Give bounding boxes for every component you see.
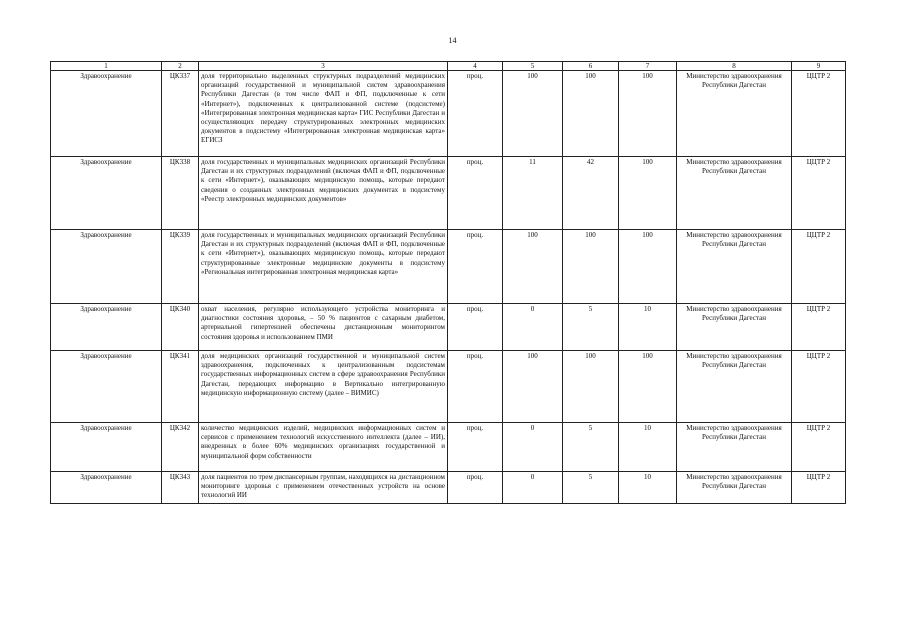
- project-cell: ЦЦТР 2: [792, 230, 846, 304]
- value-cell: 5: [563, 423, 619, 472]
- table-row: [51, 304, 846, 351]
- value-cell: 10: [619, 304, 677, 351]
- value-cell: 5: [563, 472, 619, 504]
- table-row: [51, 423, 846, 472]
- indicator-code-cell: ЦК339: [162, 230, 199, 304]
- page-number: 14: [448, 36, 457, 45]
- value-cell: 100: [619, 157, 677, 230]
- project-cell: ЦЦТР 2: [792, 423, 846, 472]
- column-number: 3: [199, 62, 448, 71]
- project-cell: ЦЦТР 2: [792, 351, 846, 423]
- indicator-code-cell: ЦК337: [162, 71, 199, 157]
- indicator-description-cell: доля пациентов по трем диспансерным группам, находящихся на дистанционном мониторинге здоровья с применением отечественных устройств на основе технологий ИИ: [199, 472, 448, 504]
- indicator-description-cell: доля территориально выделенных структурных подразделений медицинских организаций государственной и муниципальной систем здравоохранения Республики Дагестан (в том числе ФАП и ФП, подключенные к сети «Интернет»), подключенных к централизованной системе (подсистеме) «Интегрированная электронная медицинская карта» ГИС Республики Дагестан и осуществляющих передачу структурированных электронных медицинских документов в подсистему «Интегрированная электронная медицинская карта» ЕГИСЗ: [199, 71, 448, 157]
- indicator-code-cell: ЦК343: [162, 472, 199, 504]
- table-row: [51, 472, 846, 504]
- value-cell: 5: [563, 304, 619, 351]
- value-cell: 100: [503, 351, 563, 423]
- indicator-code-cell: ЦК341: [162, 351, 199, 423]
- column-number: 1: [51, 62, 162, 71]
- value-cell: 100: [503, 230, 563, 304]
- unit-cell: проц.: [448, 351, 503, 423]
- unit-cell: проц.: [448, 71, 503, 157]
- value-cell: 100: [619, 230, 677, 304]
- indicator-description-cell: охват населения, регулярно использующего устройства мониторинга и диагностики состояния здоровья, – 50 % пациентов с сахарным диабетом, артериальной гипертензией обеспечены дистанционным мониторингом состояния здоровья и использованием ПМИ: [199, 304, 448, 351]
- value-cell: 0: [503, 304, 563, 351]
- project-cell: ЦЦТР 2: [792, 472, 846, 504]
- value-cell: 0: [503, 423, 563, 472]
- column-number: 4: [448, 62, 503, 71]
- column-number: 9: [792, 62, 846, 71]
- indicator-code-cell: ЦК338: [162, 157, 199, 230]
- sector-cell: Здравоохранение: [51, 304, 162, 351]
- value-cell: 100: [503, 71, 563, 157]
- responsible-cell: Министерство здравоохранения Республики Дагестан: [677, 304, 792, 351]
- unit-cell: проц.: [448, 423, 503, 472]
- indicator-code-cell: ЦК342: [162, 423, 199, 472]
- table-row: [51, 71, 846, 157]
- sector-cell: Здравоохранение: [51, 71, 162, 157]
- table-row: [51, 230, 846, 304]
- responsible-cell: Министерство здравоохранения Республики Дагестан: [677, 351, 792, 423]
- unit-cell: проц.: [448, 304, 503, 351]
- sector-cell: Здравоохранение: [51, 472, 162, 504]
- unit-cell: проц.: [448, 472, 503, 504]
- value-cell: 100: [563, 351, 619, 423]
- responsible-cell: Министерство здравоохранения Республики Дагестан: [677, 230, 792, 304]
- value-cell: 100: [619, 351, 677, 423]
- sector-cell: Здравоохранение: [51, 157, 162, 230]
- project-cell: ЦЦТР 2: [792, 157, 846, 230]
- column-number: 2: [162, 62, 199, 71]
- value-cell: 100: [563, 230, 619, 304]
- sector-cell: Здравоохранение: [51, 423, 162, 472]
- indicator-description-cell: доля государственных и муниципальных медицинских организаций Республики Дагестан и их структурных подразделений (включая ФАП и ФП, подключенные к сети «Интернет»), оказывающих медицинскую помощь, которые передают сведения о созданных электронных медицинских документах в подсистему «Реестр электронных медицинских документов»: [199, 157, 448, 230]
- value-cell: 100: [563, 71, 619, 157]
- sector-cell: Здравоохранение: [51, 230, 162, 304]
- indicator-description-cell: количество медицинских изделий, медицинских информационных систем и сервисов с применением технологий искусственного интеллекта (далее – ИИ), внедренных в более 60% медицинских организациях государственной и муниципальной форм собственности: [199, 423, 448, 472]
- indicators-table: [50, 61, 846, 504]
- table-row: [51, 351, 846, 423]
- column-number-row: [51, 62, 846, 71]
- indicator-description-cell: доля государственных и муниципальных медицинских организаций Республики Дагестан и их структурных подразделений (включая ФАП и ФП, подключенные к сети «Интернет»), оказывающих медицинскую помощь, которые передают структурированные электронные медицинские документы в подсистему «Региональная интегрированная электронная медицинская карта»: [199, 230, 448, 304]
- value-cell: 10: [619, 423, 677, 472]
- column-number: 8: [677, 62, 792, 71]
- responsible-cell: Министерство здравоохранения Республики Дагестан: [677, 71, 792, 157]
- column-number: 7: [619, 62, 677, 71]
- responsible-cell: Министерство здравоохранения Республики Дагестан: [677, 472, 792, 504]
- value-cell: 100: [619, 71, 677, 157]
- responsible-cell: Министерство здравоохранения Республики Дагестан: [677, 157, 792, 230]
- column-number: 6: [563, 62, 619, 71]
- value-cell: 11: [503, 157, 563, 230]
- table-row: [51, 157, 846, 230]
- project-cell: ЦЦТР 2: [792, 304, 846, 351]
- responsible-cell: Министерство здравоохранения Республики Дагестан: [677, 423, 792, 472]
- value-cell: 42: [563, 157, 619, 230]
- sector-cell: Здравоохранение: [51, 351, 162, 423]
- unit-cell: проц.: [448, 230, 503, 304]
- indicator-description-cell: доля медицинских организаций государственной и муниципальной систем здравоохранения, подключенных к централизованным подсистемам государственных информационных систем в сфере здравоохранения Республики Дагестан, передающих информацию в Вертикально интегрированную медицинскую информационную систему (далее – ВИМИС): [199, 351, 448, 423]
- column-number: 5: [503, 62, 563, 71]
- indicator-code-cell: ЦК340: [162, 304, 199, 351]
- unit-cell: проц.: [448, 157, 503, 230]
- value-cell: 0: [503, 472, 563, 504]
- project-cell: ЦЦТР 2: [792, 71, 846, 157]
- value-cell: 10: [619, 472, 677, 504]
